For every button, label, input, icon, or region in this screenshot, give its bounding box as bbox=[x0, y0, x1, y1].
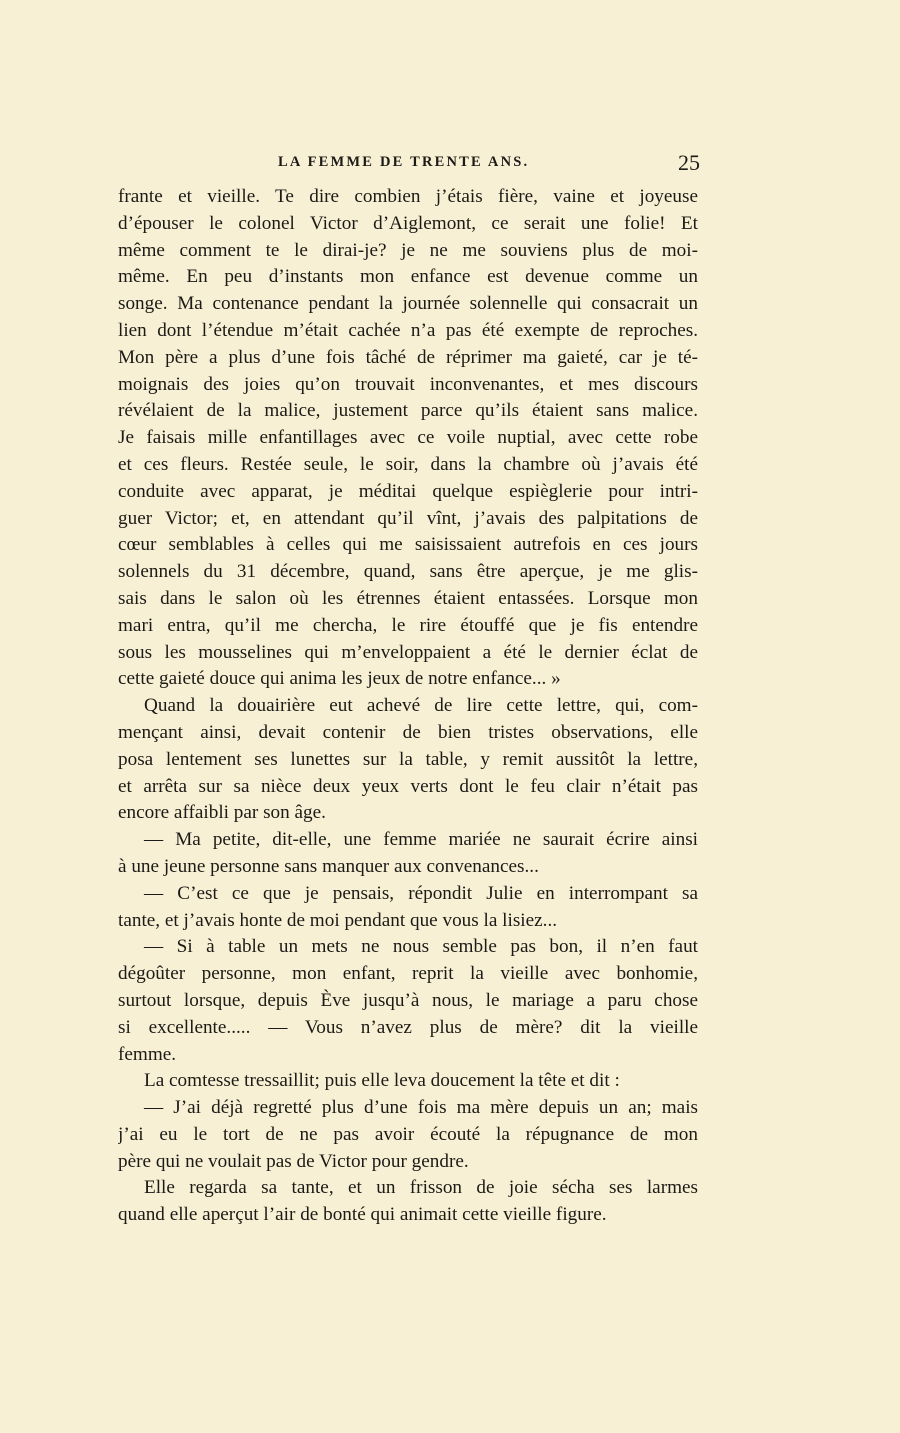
text-line: cette gaieté douce qui anima les jeux de notre enfance... » bbox=[118, 668, 561, 690]
text-line: — Ma petite, dit-elle, une femme mariée ne saurait écrire ainsi bbox=[144, 829, 698, 851]
text-line: quand elle aperçut l’air de bonté qui animait cette vieille figure. bbox=[118, 1204, 607, 1226]
text-line: Quand la douairière eut achevé de lire cette lettre, qui, com- bbox=[144, 695, 698, 717]
text-line: même. En peu d’instants mon enfance est devenue comme un bbox=[118, 266, 698, 288]
text-line: révélaient de la malice, justement parce qu’ils étaient sans malice. bbox=[118, 400, 698, 422]
text-line: — J’ai déjà regretté plus d’une fois ma mère depuis un an; mais bbox=[144, 1097, 698, 1119]
text-line: et arrêta sur sa nièce deux yeux verts dont le feu clair n’était pas bbox=[118, 775, 698, 797]
text-line: tante, et j’avais honte de moi pendant que vous la lisiez... bbox=[118, 909, 558, 931]
text-line: et ces fleurs. Restée seule, le soir, dans la chambre où j’avais été bbox=[118, 453, 698, 475]
text-line: sous les mousselines qui m’enveloppaient a été le dernier éclat de bbox=[118, 641, 698, 663]
text-line: mari entra, qu’il me chercha, le rire étouffé que je fis entendre bbox=[118, 614, 698, 636]
text-line: père qui ne voulait pas de Victor pour gendre. bbox=[118, 1150, 469, 1172]
page-number: 25 bbox=[678, 150, 700, 175]
text-line: solennels du 31 décembre, quand, sans être aperçue, je me glis- bbox=[118, 561, 698, 583]
text-line: femme. bbox=[118, 1043, 177, 1065]
text-line: Elle regarda sa tante, et un frisson de joie sécha ses larmes bbox=[144, 1177, 698, 1199]
text-line: — Si à table un mets ne nous semble pas bon, il n’en faut bbox=[144, 936, 698, 958]
text-line: guer Victor; et, en attendant qu’il vînt, j’avais des palpitations de bbox=[118, 507, 698, 529]
text-line: moignais des joies qu’on trouvait inconvenantes, et mes discours bbox=[118, 373, 698, 395]
text-line: si excellente..... — Vous n’avez plus de mère? dit la vieille bbox=[118, 1016, 698, 1038]
text-line: lien dont l’étendue m’était cachée n’a pas été exempte de reproches. bbox=[118, 319, 698, 341]
text-line: posa lentement ses lunettes sur la table, y remit aussitôt la lettre, bbox=[118, 748, 698, 770]
text-line: même comment te le dirai-je? je ne me souviens plus de moi- bbox=[118, 239, 698, 261]
text-line: cœur semblables à celles qui me saisissaient autrefois en ces jours bbox=[118, 534, 698, 556]
text-line: La comtesse tressaillit; puis elle leva doucement la tête et dit : bbox=[144, 1070, 620, 1092]
text-line: Mon père a plus d’une fois tâché de réprimer ma gaieté, car je té- bbox=[118, 346, 698, 368]
text-line: Je faisais mille enfantillages avec ce voile nuptial, avec cette robe bbox=[118, 427, 698, 449]
body-text bbox=[118, 184, 698, 1229]
text-line: frante et vieille. Te dire combien j’étais fière, vaine et joyeuse bbox=[118, 186, 698, 207]
running-title: LA FEMME DE TRENTE ANS. bbox=[278, 154, 530, 170]
text-line: d’épouser le colonel Victor d’Aiglemont, ce serait une folie! Et bbox=[118, 212, 698, 234]
text-line: dégoûter personne, mon enfant, reprit la vieille avec bonhomie, bbox=[118, 963, 698, 985]
text-line: j’ai eu le tort de ne pas avoir écouté la répugnance de mon bbox=[118, 1123, 698, 1145]
running-head bbox=[118, 152, 700, 176]
text-line: conduite avec apparat, je méditai quelque espièglerie pour intri- bbox=[118, 480, 698, 502]
text-line: sais dans le salon où les étrennes étaient entassées. Lorsque mon bbox=[118, 587, 698, 609]
text-line: surtout lorsque, depuis Ève jusqu’à nous, le mariage a paru chose bbox=[118, 989, 698, 1011]
text-line: encore affaibli par son âge. bbox=[118, 802, 326, 824]
text-line: mençant ainsi, devait contenir de bien tristes observations, elle bbox=[118, 721, 698, 743]
text-line: à une jeune personne sans manquer aux convenances... bbox=[118, 855, 539, 877]
text-line: songe. Ma contenance pendant la journée solennelle qui consacrait un bbox=[118, 293, 698, 315]
text-line: — C’est ce que je pensais, répondit Julie en interrompant sa bbox=[144, 882, 698, 904]
